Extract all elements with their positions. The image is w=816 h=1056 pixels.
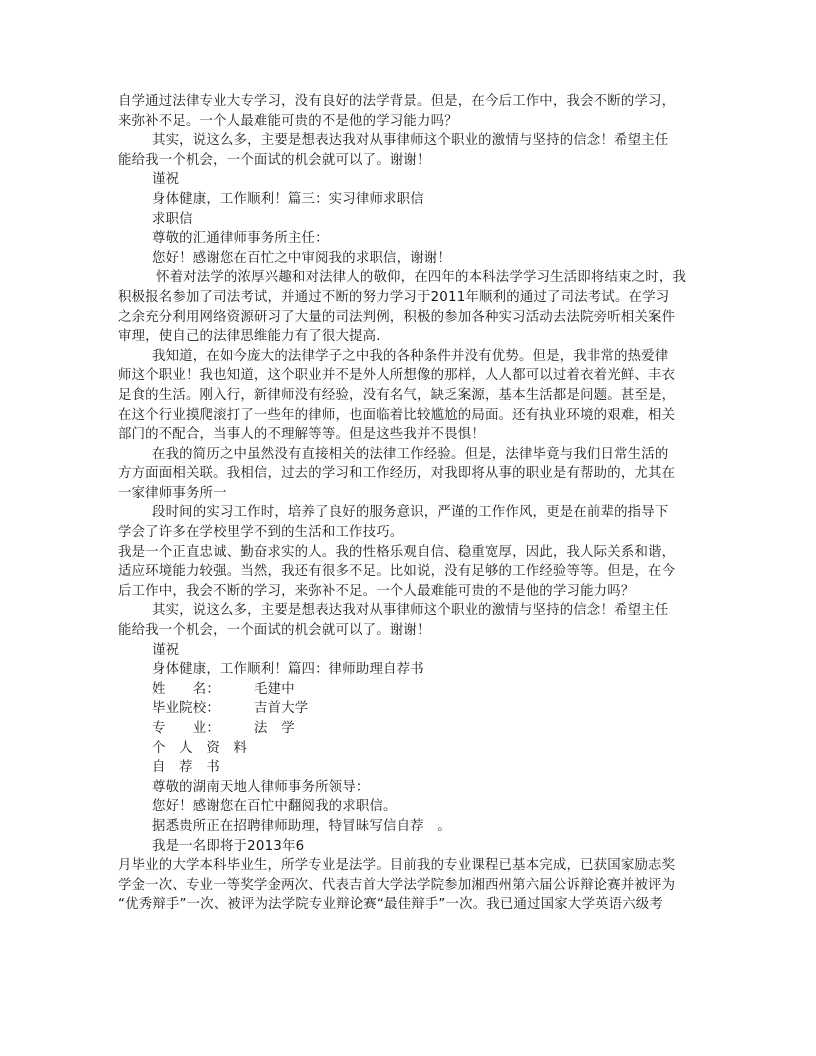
text-line: 尊敬的湖南天地人律师事务所领导： (152, 779, 370, 795)
text-line: 学金一次、专业一等奖学金两次、代表吉首大学法学院参加湘西州第六届公诉辩论赛并被评为 (118, 877, 676, 893)
text-line: 一家律师事务所一 (118, 485, 227, 501)
text-line: 之余充分利用网络资源研习了大量的司法判例，积极的参加各种实习活动去法院旁听相关案件 (118, 309, 676, 325)
text-line: 能给我一个机会，一个面试的机会就可以了。谢谢！ (118, 623, 431, 639)
text-line: “优秀辩手”一次、被评为法学院专业辩论赛“最佳辩手”一次。我已通过国家大学英语六级考 (118, 897, 663, 913)
text-line: 其实，说这么多，主要是想表达我对从事律师这个职业的激情与坚持的信念！希望主任 (152, 133, 669, 149)
text-line: 足食的生活。刚入行，新律师没有经验，没有名气，缺乏案源，基本生活都是问题。甚至是， (118, 387, 676, 403)
text-line: 我知道，在如今庞大的法律学子之中我的各种条件并没有优势。但是，我非常的热爱律 (152, 348, 669, 364)
text-line: 我是一个正直忠诚、勤奋求实的人。我的性格乐观自信、稳重宽厚，因此，我人际关系和谐， (118, 544, 676, 560)
text-line: 段时间的实习工作时，培养了良好的服务意识，严谨的工作作风，更是在前辈的指导下 (152, 505, 669, 521)
text-line: 您好！感谢您在百忙中翻阅我的求职信。 (152, 799, 397, 815)
text-line: 在这个行业摸爬滚打了一些年的律师，也面临着比较尴尬的局面。还有执业环境的艰难，相关 (118, 407, 676, 423)
text-line: 部门的不配合，当事人的不理解等等。但是这些我并不畏惧！ (118, 427, 485, 443)
text-line: 学会了许多在学校里学不到的生活和工作技巧。 (118, 525, 404, 541)
text-line: 谨祝 (152, 642, 180, 658)
text-line: 尊敬的汇通律师事务所主任： (152, 231, 329, 247)
text-line: 我是一名即将于2013年6 (152, 838, 305, 854)
text-line: 自学通过法律专业大专学习，没有良好的法学背景。但是，在今后工作中，我会不断的学习， (118, 94, 676, 109)
text-line: 据悉贵所正在招聘律师助理，特冒昧写信自荐 。 (152, 818, 451, 834)
text-line: 月毕业的大学本科毕业生，所学专业是法学。目前我的专业课程已基本完成，已获国家励志奖 (118, 858, 676, 874)
text-line: 身体健康，工作顺利！篇四：律师助理自荐书 (152, 662, 424, 678)
text-line: 能给我一个机会，一个面试的机会就可以了。谢谢！ (118, 152, 431, 168)
text-line: 积极报名参加了司法考试，并通过不断的努力学习于2011年顺利的通过了司法考试。在学习 (118, 289, 670, 305)
text-line: 怀着对法学的浓厚兴趣和对法律人的敬仰，在四年的本科法学学习生活即将结束之时，我 (156, 270, 687, 286)
text-line: 毕业院校： 吉首大学 (152, 701, 309, 717)
text-line: 个 人 资 料 (152, 740, 248, 756)
text-line: 姓 名： 毛建中 (152, 681, 295, 697)
text-line: 谨祝 (152, 172, 180, 188)
text-line: 适应环境能力较强。当然，我还有很多不足。比如说，没有足够的工作经验等等。但是，在今 (118, 564, 676, 580)
text-line: 后工作中，我会不断的学习，来弥补不足。一个人最难能可贵的不是他的学习能力吗？ (118, 583, 635, 599)
text-line: 您好！感谢您在百忙之中审阅我的求职信，谢谢！ (152, 250, 451, 266)
text-line: 方方面面相关联。我相信，过去的学习和工作经历，对我即将从事的职业是有帮助的，尤其在 (118, 466, 676, 482)
text-line: 其实，说这么多，主要是想表达我对从事律师这个职业的激情与坚持的信念！希望主任 (152, 603, 669, 619)
text-line: 身体健康，工作顺利！篇三：实习律师求职信 (152, 191, 424, 207)
text-line: 审理，使自己的法律思维能力有了很大提高． (118, 329, 390, 345)
text-line: 来弥补不足。一个人最难能可贵的不是他的学习能力吗？ (118, 113, 458, 129)
text-line: 专 业： 法 学 (152, 721, 295, 736)
text-line: 自 荐 书 (152, 760, 220, 776)
text-line: 师这个职业！我也知道，这个职业并不是外人所想像的那样，人人都可以过着衣着光鲜、丰衣 (118, 368, 676, 384)
document-body (118, 92, 698, 915)
text-line: 求职信 (152, 211, 193, 227)
text-line: 在我的简历之中虽然没有直接相关的法律工作经验。但是，法律毕竟与我们日常生活的 (152, 446, 669, 462)
